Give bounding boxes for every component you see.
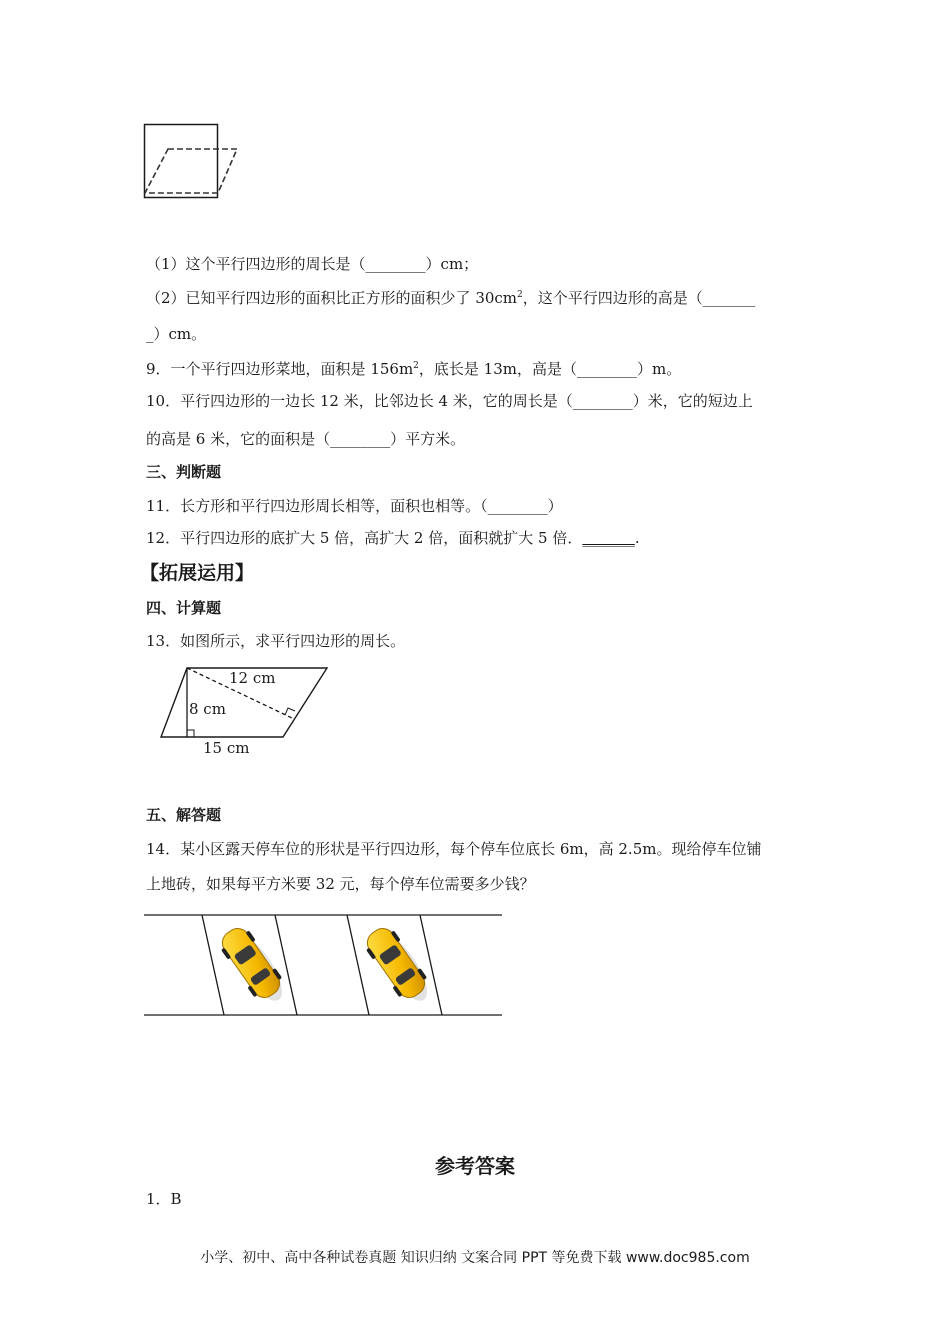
q12-blank: _______: [582, 529, 635, 547]
answer-1: 1．B: [146, 1190, 182, 1208]
q9-text-a: 9．一个平行四边形菜地，面积是 156m: [146, 360, 414, 378]
parallelogram-figure: [155, 660, 335, 760]
q9-text: [146, 358, 681, 379]
extension-heading: 【拓展运用】: [140, 562, 255, 584]
section5-heading: 五、解答题: [146, 806, 222, 824]
label-15cm: 15 cm: [203, 739, 250, 757]
label-8cm: 8 cm: [189, 700, 226, 718]
q13-text: 13．如图所示，求平行四边形的周长。: [146, 632, 406, 650]
section4-heading: 四、计算题: [146, 599, 222, 617]
q8-part2-sup: 2: [517, 290, 523, 300]
q9-sup: 2: [413, 361, 419, 371]
height-right-angle-mark: [187, 730, 194, 737]
section3-heading: 三、判断题: [146, 463, 222, 481]
q10-line2: 的高是 6 米，它的面积是（________）平方米。: [146, 430, 466, 448]
q12-text: [146, 527, 640, 548]
q8-part2-continued: _）cm。: [146, 325, 207, 343]
parking-divider-2: [275, 915, 297, 1015]
dashed-parallelogram-shape: [145, 149, 237, 193]
q8-part2: [146, 287, 755, 308]
q10-line1: 10．平行四边形的一边长 12 米，比邻边长 4 米，它的周长是（________）米，它的短边上: [146, 392, 753, 410]
q11-text: 11．长方形和平行四边形周长相等，面积也相等。（________）: [146, 497, 563, 515]
q8-part2-text-b: ，这个平行四边形的高是（_______: [522, 289, 756, 307]
q8-part2-text-a: （2）已知平行四边形的面积比正方形的面积少了 30cm: [146, 289, 518, 307]
square-shape: [145, 125, 218, 198]
q8-part1: （1）这个平行四边形的周长是（________）cm；: [146, 255, 479, 273]
q9-text-b: ，底长是 13m，高是（________）m。: [418, 360, 682, 378]
answers-title: 参考答案: [435, 1154, 515, 1178]
footer-text: 小学、初中、高中各种试卷真题 知识归纳 文案合同 PPT 等免费下载 www.doc985.com: [200, 1250, 750, 1266]
parking-divider-1: [202, 915, 224, 1015]
square-parallelogram-figure: [140, 120, 245, 205]
q12-statement: 12．平行四边形的底扩大 5 倍，高扩大 2 倍，面积就扩大 5 倍．: [146, 529, 583, 547]
perpendicular-right-angle-mark: [285, 708, 295, 715]
q14-line1: 14．某小区露天停车位的形状是平行四边形，每个停车位底长 6m，高 2.5m。现给停车位铺: [146, 840, 762, 858]
label-12cm: 12 cm: [229, 669, 276, 687]
q14-line2: 上地砖，如果每平方米要 32 元，每个停车位需要多少钱？: [146, 875, 535, 893]
parking-divider-3: [347, 915, 369, 1015]
parking-divider-4: [420, 915, 442, 1015]
q12-end: .: [634, 529, 640, 547]
parking-spaces-figure: [140, 905, 510, 1023]
